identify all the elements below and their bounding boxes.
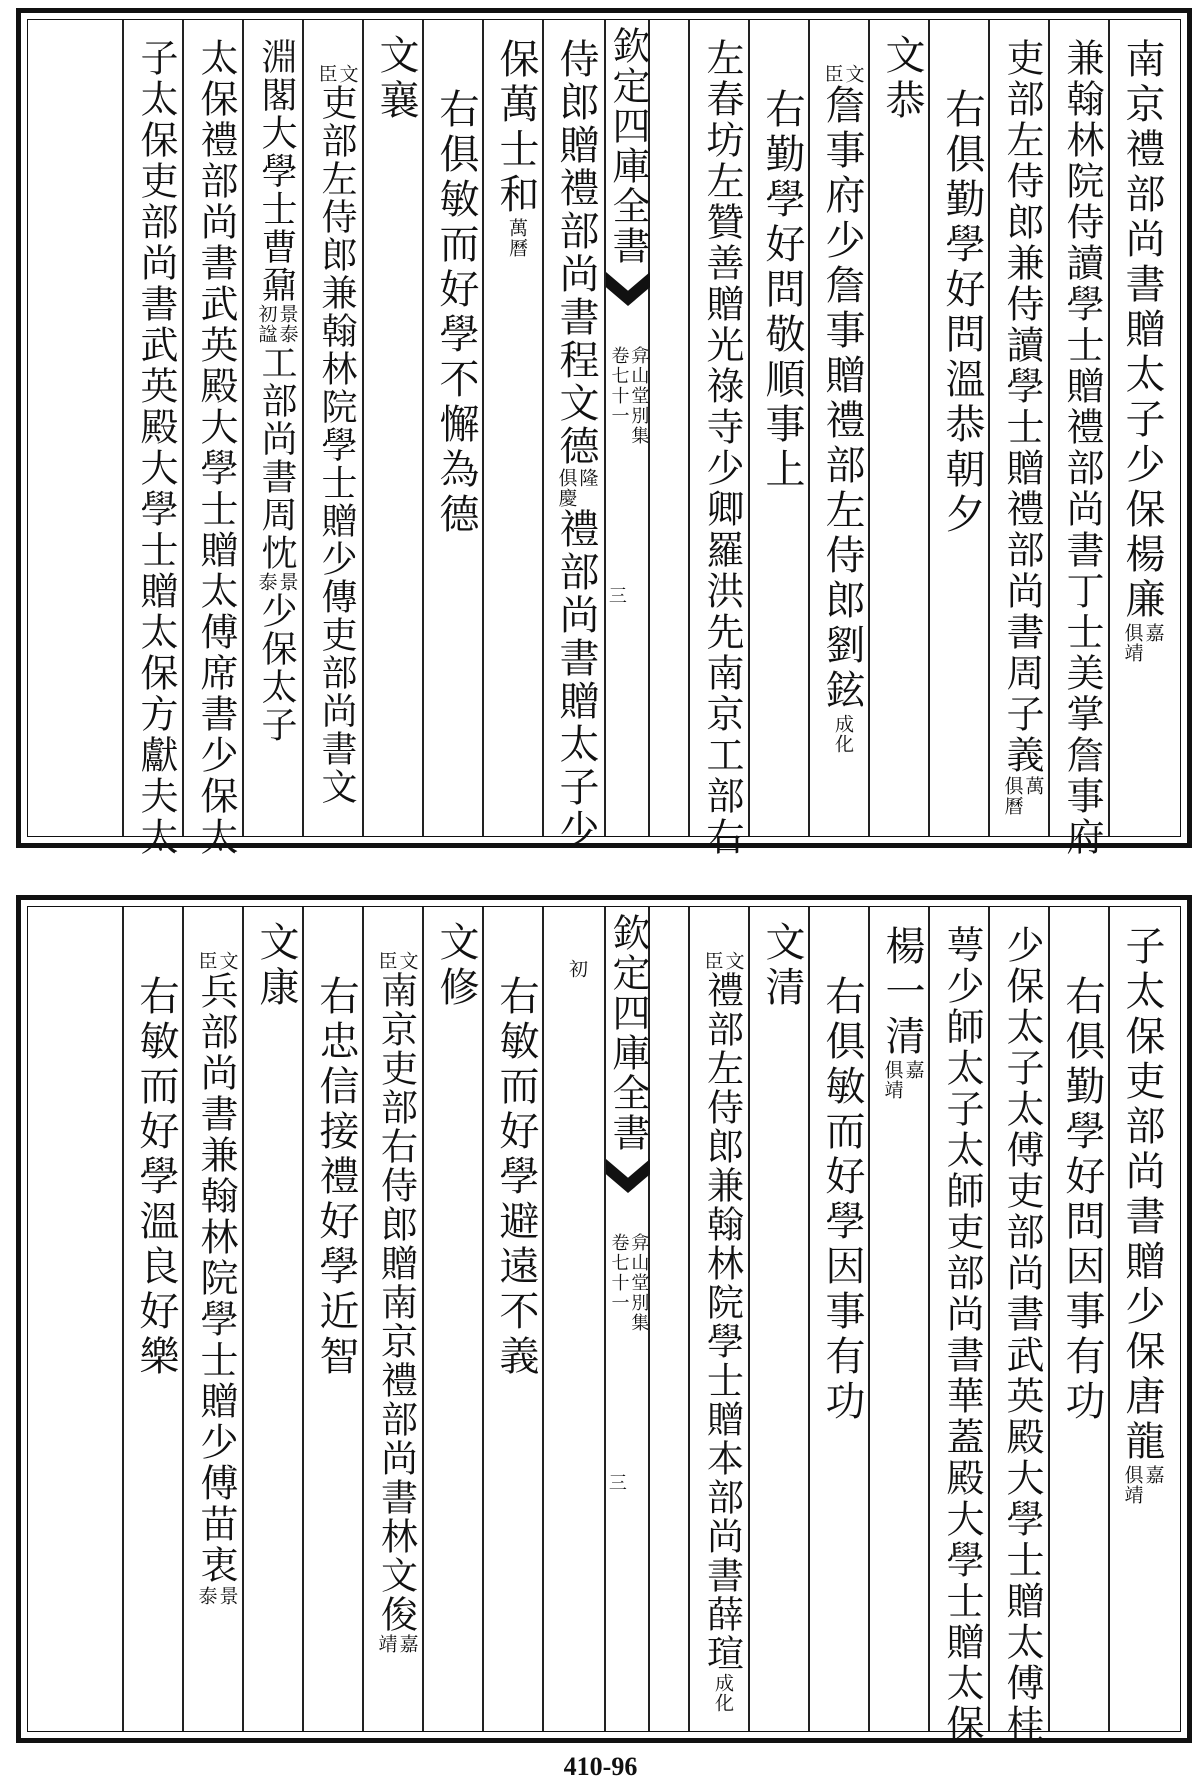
annotation-line: 初諡: [255, 304, 278, 344]
annotation: [256, 572, 297, 592]
column-text: 右俱勤學好問因事有功: [1059, 975, 1105, 1425]
text-column: [692, 20, 752, 858]
annotation-line: 俱曆: [1001, 776, 1024, 816]
text-column: [546, 20, 606, 852]
volume-label: 卷七十一: [608, 1233, 630, 1313]
column-text: 南京禮部尚書贈太子少保楊廉: [1119, 38, 1165, 623]
column-text: 子太保吏部尚書贈少保唐龍: [1119, 925, 1165, 1465]
text-column: [1112, 20, 1172, 836]
annotation-line: 曆: [505, 238, 528, 258]
book-title: 欽定四庫全書: [606, 26, 650, 266]
column-rule: [688, 907, 690, 1731]
page-number: 410-96: [563, 1752, 638, 1781]
column-text: 萼少師太子太師吏部尚書華蓋殿大學士贈太保: [940, 925, 984, 1745]
annotation: [376, 951, 417, 971]
column-text: 右敏而好學避遠不義: [493, 975, 539, 1380]
annotation-line: 文: [722, 951, 745, 971]
entry-heading: 文恭: [879, 34, 925, 124]
text-column: [992, 907, 1052, 1745]
text-column: [366, 907, 426, 1731]
annotation-line: 臣: [375, 951, 398, 971]
column-text: 右勤學好問敬順事上: [759, 88, 805, 493]
annotation-line: 嘉: [396, 1634, 419, 1654]
annotation-line: 成化: [831, 714, 854, 754]
annotation-line: 萬: [1022, 776, 1045, 796]
annotation: [196, 1586, 237, 1606]
text-column: [426, 907, 486, 1731]
text-column: [246, 907, 306, 1731]
book-info: [606, 346, 650, 446]
column-text: 淵閣大學士曹鼐: [256, 38, 297, 304]
text-column: [246, 20, 306, 836]
text-column: [306, 907, 366, 1731]
annotation: [1122, 1465, 1163, 1505]
annotation: [702, 951, 743, 971]
column-rule: [122, 20, 124, 836]
annotation: [376, 1634, 417, 1654]
annotation: [556, 468, 597, 508]
column-text: 少保太子太傅吏部尚書武英殿大學士贈太傅桂: [1000, 925, 1044, 1745]
annotation: [882, 1060, 923, 1100]
book-title: 欽定四庫全書: [606, 913, 650, 1153]
column-text: 右俱敏而好學因事有功: [819, 975, 865, 1425]
column-text: 右俱勤學好問溫恭朝夕: [939, 88, 985, 538]
column-text: 左春坊左贊善贈光祿寺少卿羅洪先南京工部右: [700, 38, 744, 858]
column-text: 兼翰林院侍讀學士贈禮部尚書丁士美掌詹事府: [1060, 38, 1104, 858]
entry-heading: 文襄: [373, 34, 419, 124]
column-text: 禮部尚書贈太子少: [553, 508, 599, 852]
folio-number: 三: [605, 586, 627, 606]
annotation-line: 隆: [576, 468, 599, 488]
text-column: [692, 907, 752, 1731]
entry-heading: 文清: [759, 921, 805, 1011]
page-upper: [16, 8, 1192, 858]
center-strip: [606, 20, 650, 836]
annotation: [1122, 623, 1163, 663]
annotation-line: 萬: [505, 218, 528, 238]
column-text: 楊一清: [879, 925, 925, 1060]
annotation-line: 俱靖: [881, 1060, 904, 1100]
column-text: 保萬士和: [493, 38, 539, 218]
annotation-line: 嘉: [1142, 1465, 1165, 1485]
book-info: [606, 1233, 650, 1333]
column-rule: [122, 907, 124, 1731]
annotation: [1002, 776, 1043, 816]
annotation-line: 俱慶: [555, 468, 578, 508]
page-lower: [16, 895, 1192, 1743]
fish-tail-mark-icon: [606, 1159, 650, 1193]
annotation-line: 景泰: [276, 304, 299, 344]
annotation-line: 成化: [711, 1673, 734, 1713]
text-column: [546, 907, 606, 1731]
annotation-line: 臣: [821, 64, 844, 84]
text-column: [812, 907, 872, 1731]
annotation-line: 臣: [315, 64, 338, 84]
annotation: [316, 64, 357, 84]
folio-number: 三: [605, 1473, 627, 1493]
column-text: 吏部左侍郎兼侍讀學士贈禮部尚書周子義: [1000, 38, 1044, 776]
annotation: [256, 304, 297, 344]
annotation-line: 景: [216, 1586, 239, 1606]
text-column: [186, 907, 246, 1731]
annotation-line: 臣: [701, 951, 724, 971]
text-column: [1052, 20, 1112, 858]
page-upper-frame: [27, 19, 1181, 858]
text-column: [426, 20, 486, 836]
text-column: [366, 20, 426, 836]
annotation-line: 泰: [255, 572, 278, 592]
text-column: [992, 20, 1052, 836]
annotation-line: 嘉: [1142, 623, 1165, 643]
center-strip: [606, 907, 650, 1731]
annotation-line: 文: [842, 64, 865, 84]
text-column: [126, 20, 186, 858]
annotation-line: 文: [336, 64, 359, 84]
column-text: 詹事府少詹事贈禮部左侍郎劉鉉: [819, 84, 865, 714]
column-text: 少保太子: [256, 592, 297, 744]
annotation: [196, 951, 237, 971]
text-column: [1052, 907, 1112, 1731]
column-text: 太保禮部尚書武英殿大學士贈太傅席書少保太: [194, 38, 238, 858]
fish-tail-mark-icon: [606, 272, 650, 306]
text-column: [932, 907, 992, 1745]
column-text: 侍郎贈禮部尚書程文德: [553, 38, 599, 468]
column-text: 右忠信接禮好學近智: [313, 975, 359, 1380]
column-text: 吏部左侍郎兼翰林院學士贈少傳吏部尚書文: [316, 84, 357, 806]
entry-heading: 文修: [433, 921, 479, 1011]
column-text: 右俱敏而好學不懈為德: [433, 88, 479, 538]
column-text: 右敏而好學溫良好樂: [133, 975, 179, 1380]
text-column: [932, 20, 992, 836]
text-column: [486, 907, 546, 1731]
text-column: [872, 907, 932, 1731]
annotation-line: 文: [396, 951, 419, 971]
book-name: 弇山堂別集: [628, 1233, 650, 1333]
book-name: 弇山堂別集: [628, 346, 650, 446]
page-lower-frame: [27, 906, 1181, 1745]
column-text: 兵部尚書兼翰林院學士贈少傅苗衷: [194, 971, 238, 1586]
text-column: [186, 20, 246, 858]
column-text: 禮部左侍郎兼翰林院學士贈本部尚書薛瑄: [700, 971, 744, 1673]
text-column: [752, 907, 812, 1731]
volume-label: 卷七十一: [608, 346, 630, 426]
annotation-line: 靖: [375, 1634, 398, 1654]
column-rule: [688, 20, 690, 836]
text-column: [126, 907, 186, 1731]
column-text: 南京吏部右侍郎贈南京禮部尚書林文俊: [374, 971, 418, 1634]
entry-heading: 文康: [253, 921, 299, 1011]
text-column: [812, 20, 872, 836]
column-text: 子太保吏部尚書武英殿大學士贈太保方獻夫太: [134, 38, 178, 858]
column-text: 工部尚書周忱: [256, 344, 297, 572]
text-column: [306, 20, 366, 836]
text-column: [486, 20, 546, 836]
annotation-line: 嘉: [902, 1060, 925, 1080]
text-column: [752, 20, 812, 836]
annotation-line: 文: [216, 951, 239, 971]
annotation-line: 初: [565, 959, 588, 979]
text-column: [872, 20, 932, 836]
annotation-line: 臣: [195, 951, 218, 971]
annotation-line: 泰: [195, 1586, 218, 1606]
annotation-line: 景: [276, 572, 299, 592]
text-column: [1112, 907, 1172, 1731]
annotation-line: 俱靖: [1121, 1465, 1144, 1505]
annotation: [822, 64, 863, 84]
annotation-line: 俱靖: [1121, 623, 1144, 663]
